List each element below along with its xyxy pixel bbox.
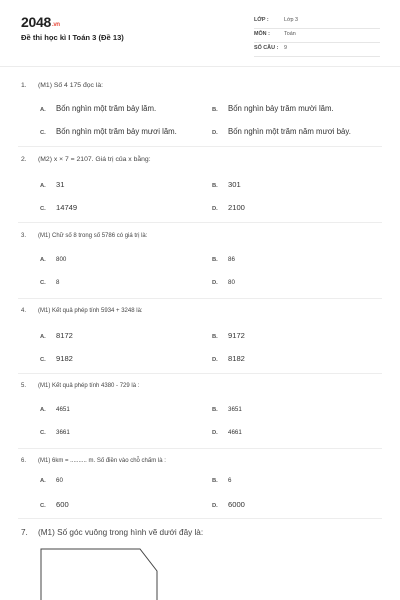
option-1a[interactable] [40,104,156,113]
option-letter: C. [40,430,46,436]
question-text: (M2) x × 7 = 2107. Giá trị của x bằng: [38,156,151,163]
option-3a[interactable] [40,256,66,263]
question-separator [18,518,382,519]
question-separator [18,222,382,223]
option-2c[interactable] [40,203,77,212]
option-text: 3661 [56,429,70,436]
question-3 [21,233,147,239]
question-text: (M1) Chữ số 8 trong số 5786 có giá trị là: [38,233,148,239]
option-text: Bốn nghìn bảy trăm mười lăm. [228,104,334,113]
option-letter: D. [212,130,218,136]
option-text: 4661 [228,429,242,436]
question-4 [21,308,143,314]
option-letter: B. [212,107,218,113]
option-letter: D. [212,206,218,212]
option-4b[interactable] [212,331,245,340]
option-letter: C. [40,503,46,509]
question-separator [18,298,382,299]
header-divider [0,66,400,67]
option-3b[interactable] [212,256,235,263]
question-text: (M1) Kết quả phép tính 4380 - 729 là : [38,383,140,389]
logo-suffix: .vn [51,22,60,28]
option-text: 14749 [56,203,78,212]
option-text: Bốn nghìn một trăm năm mươi bảy. [228,127,351,136]
info-value: Toán [284,31,296,37]
option-6d[interactable] [212,500,245,509]
option-letter: B. [212,334,218,340]
option-text: 8182 [228,354,245,363]
option-5d[interactable] [212,429,242,436]
option-text: 301 [228,180,241,189]
info-label: LỚP : [254,17,269,23]
question-2 [21,156,151,163]
option-letter: D. [212,503,218,509]
question-number: 7. [21,528,28,537]
option-text: 600 [56,500,69,509]
option-text: 6 [228,477,232,484]
option-letter: B. [212,407,218,413]
question-number: 2. [21,156,27,163]
question-7 [21,528,203,537]
question-6 [21,458,166,464]
option-letter: A. [40,107,46,113]
info-value: 9 [284,45,287,51]
question-5 [21,383,139,389]
question-text: (M1) Số góc vuông trong hình vẽ dưới đây là: [38,528,204,537]
question-text: (M1) Số 4 175 đọc là: [38,82,103,89]
option-letter: B. [212,257,218,263]
question-separator [18,146,382,147]
question-number: 4. [21,308,27,314]
option-text: 2100 [228,203,245,212]
option-text: 6000 [228,500,245,509]
option-letter: A. [40,407,46,413]
option-3d[interactable] [212,279,235,286]
option-2a[interactable] [40,180,64,189]
option-2d[interactable] [212,203,245,212]
info-value: Lớp 3 [284,17,299,23]
info-row-count [254,44,380,57]
question-number: 6. [21,458,27,464]
info-row-subject [254,30,380,43]
option-letter: A. [40,334,46,340]
info-label: SỐ CÂU : [254,45,279,51]
option-text: 800 [56,256,67,263]
question-text: (M1) Kết quả phép tính 5934 + 3248 là: [38,308,143,314]
option-5b[interactable] [212,406,242,413]
option-text: Bốn nghìn một trăm bảy lăm. [56,104,157,113]
option-text: 80 [228,279,235,286]
option-6b[interactable] [212,477,231,484]
option-1c[interactable] [40,127,177,136]
option-6a[interactable] [40,477,63,484]
option-5a[interactable] [40,406,70,413]
option-letter: C. [40,357,46,363]
option-text: 8172 [56,331,73,340]
option-text: 86 [228,256,235,263]
option-text: 8 [56,279,60,286]
option-text: Bốn nghìn một trăm bảy mươi lăm. [56,127,177,136]
question-number: 3. [21,233,27,239]
logo-text: 2048 [21,14,51,30]
exam-header [0,0,400,66]
option-letter: A. [40,478,46,484]
info-row-class [254,16,380,29]
exam-title: Đề thi học kì I Toán 3 (Đề 13) [21,33,124,42]
option-1d[interactable] [212,127,351,136]
question-separator [18,448,382,449]
option-letter: B. [212,478,218,484]
option-1b[interactable] [212,104,334,113]
question-separator [18,373,382,374]
option-letter: D. [212,357,218,363]
site-logo[interactable] [21,14,60,30]
option-text: 9172 [228,331,245,340]
option-text: 31 [56,180,65,189]
option-letter: D. [212,430,218,436]
option-letter: B. [212,183,218,189]
figure-outline [41,549,157,600]
option-letter: C. [40,206,46,212]
option-4d[interactable] [212,354,245,363]
option-6c[interactable] [40,500,69,509]
option-letter: C. [40,280,46,286]
option-text: 9182 [56,354,73,363]
option-text: 4651 [56,406,70,413]
info-label: MÔN : [254,31,270,37]
question-text: (M1) 6km = .......... m. Số điền vào chỗ chấm là : [38,458,166,464]
option-3c[interactable] [40,279,59,286]
option-4a[interactable] [40,331,73,340]
question-1 [21,82,103,89]
option-letter: D. [212,280,218,286]
option-letter: A. [40,257,46,263]
question-number: 5. [21,383,27,389]
option-text: 60 [56,477,63,484]
question-number: 1. [21,82,27,89]
option-2b[interactable] [212,180,241,189]
option-letter: A. [40,183,46,189]
right-angle-figure [40,548,164,600]
option-letter: C. [40,130,46,136]
option-4c[interactable] [40,354,73,363]
option-5c[interactable] [40,429,70,436]
option-text: 3651 [228,406,242,413]
